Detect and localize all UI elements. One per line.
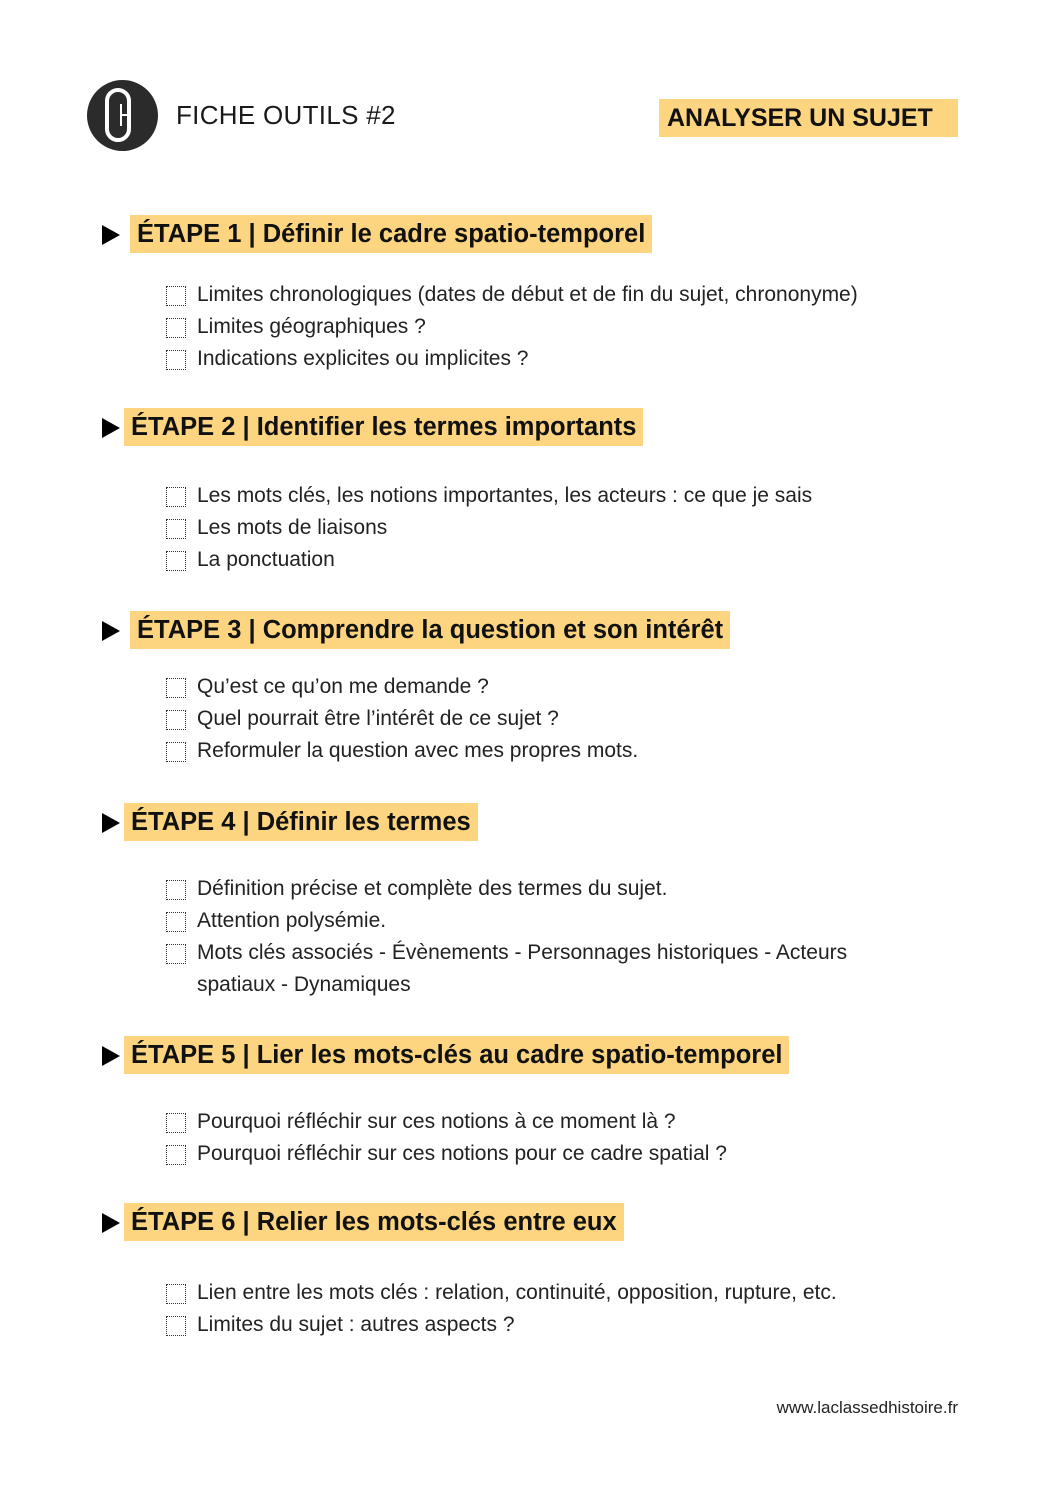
checklist-item	[166, 512, 812, 544]
checklist-item-label: Indications explicites ou implicites ?	[197, 347, 529, 370]
checklist-item-label: Les mots clés, les notions importantes, les acteurs : ce que je sais	[197, 484, 813, 507]
footer-url: www.laclassedhistoire.fr	[776, 1398, 958, 1417]
checkbox-icon	[166, 1284, 186, 1304]
checklist-item-label: Pourquoi réfléchir sur ces notions à ce moment là ?	[197, 1110, 676, 1133]
checklist-item-label: Définition précise et complète des termes du sujet.	[197, 877, 668, 900]
fiche-title: FICHE OUTILS #2	[176, 100, 396, 130]
checklist-item	[166, 279, 858, 311]
checklist-item	[166, 343, 858, 375]
checklist-item	[166, 703, 638, 735]
step-title: ÉTAPE 2 | Identifier les termes importants	[124, 408, 643, 446]
checklist-item-continuation	[166, 969, 847, 1001]
checkbox-icon	[166, 487, 186, 507]
checklist-item	[166, 873, 847, 905]
checkbox-icon	[166, 742, 186, 762]
checklist	[166, 1106, 727, 1170]
play-arrow-icon	[102, 1046, 120, 1066]
checklist-item-label: Mots clés associés - Évènements - Personnages historiques - Acteurs	[197, 941, 848, 964]
checklist	[166, 279, 858, 375]
play-arrow-icon	[102, 418, 120, 438]
checkbox-icon	[166, 1113, 186, 1133]
checklist-item	[166, 1106, 727, 1138]
checklist-item-label: La ponctuation	[197, 548, 335, 571]
checklist-item-label: Quel pourrait être l’intérêt de ce sujet ?	[197, 707, 559, 730]
play-arrow-icon	[102, 1213, 120, 1233]
checklist-item-label: Reformuler la question avec mes propres mots.	[197, 739, 639, 762]
checklist-item-label: Lien entre les mots clés : relation, continuité, opposition, rupture, etc.	[197, 1281, 837, 1304]
checkbox-icon	[166, 318, 186, 338]
checkbox-icon	[166, 1145, 186, 1165]
checklist	[166, 1277, 837, 1341]
step-title: ÉTAPE 3 | Comprendre la question et son intérêt	[130, 611, 730, 649]
step-title: ÉTAPE 1 | Définir le cadre spatio-temporel	[130, 215, 652, 253]
logo	[87, 80, 158, 151]
checkbox-icon	[166, 286, 186, 306]
checklist-item-label: Limites du sujet : autres aspects ?	[197, 1313, 515, 1336]
checklist-item	[166, 1309, 837, 1341]
checklist-item	[166, 311, 858, 343]
logo-mark-icon	[105, 88, 131, 142]
checklist-item-label: Attention polysémie.	[197, 909, 387, 932]
checklist	[166, 480, 812, 576]
checklist	[166, 873, 847, 1001]
checkbox-icon	[166, 710, 186, 730]
checkbox-icon	[166, 880, 186, 900]
checkbox-icon	[166, 350, 186, 370]
checklist-item	[166, 1138, 727, 1170]
checkbox-icon	[166, 551, 186, 571]
play-arrow-icon	[102, 225, 120, 245]
checkbox-icon	[166, 944, 186, 964]
checklist-item-label: Limites chronologiques (dates de début et de fin du sujet, chrononyme)	[197, 283, 858, 306]
checklist-item	[166, 671, 638, 703]
checklist-item-label: spatiaux - Dynamiques	[197, 973, 411, 996]
checklist-item-label: Pourquoi réfléchir sur ces notions pour ce cadre spatial ?	[197, 1142, 727, 1165]
checkbox-icon	[166, 912, 186, 932]
step-title: ÉTAPE 6 | Relier les mots-clés entre eux	[124, 1203, 624, 1241]
checklist-item-label: Limites géographiques ?	[197, 315, 426, 338]
checkbox-icon	[166, 678, 186, 698]
checklist-item	[166, 544, 812, 576]
checklist-item	[166, 937, 847, 969]
checklist-item	[166, 480, 812, 512]
step-title: ÉTAPE 4 | Définir les termes	[124, 803, 478, 841]
checklist-item-label: Qu’est ce qu’on me demande ?	[197, 675, 489, 698]
checkbox-icon	[166, 519, 186, 539]
checklist-item	[166, 735, 638, 767]
checklist	[166, 671, 638, 767]
checkbox-icon	[166, 1316, 186, 1336]
play-arrow-icon	[102, 621, 120, 641]
page-title: ANALYSER UN SUJET	[659, 99, 958, 137]
checklist-item-label: Les mots de liaisons	[197, 516, 388, 539]
checklist-item	[166, 905, 847, 937]
step-title: ÉTAPE 5 | Lier les mots-clés au cadre spatio-temporel	[124, 1036, 789, 1074]
play-arrow-icon	[102, 813, 120, 833]
checklist-item	[166, 1277, 837, 1309]
